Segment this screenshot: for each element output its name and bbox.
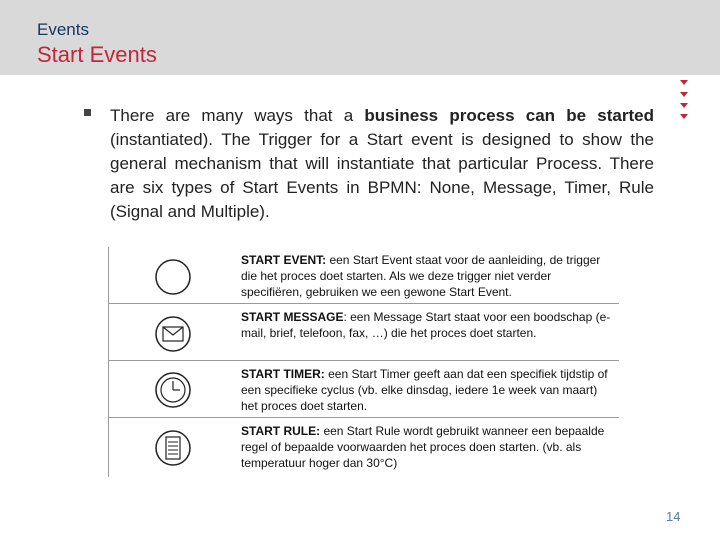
start-event-description	[241, 252, 611, 300]
start-message-description	[241, 309, 611, 341]
table-row-start-timer	[109, 361, 619, 418]
start-rule-term: START RULE:	[241, 424, 321, 438]
page-number: 14	[666, 509, 681, 524]
slide-section-title: Events	[37, 20, 89, 39]
table-row-start-message	[109, 304, 619, 361]
start-message-envelope-icon	[153, 314, 193, 359]
start-timer-term: START TIMER:	[241, 367, 325, 381]
table-row-start-rule	[109, 418, 619, 476]
start-rule-document-icon	[153, 428, 193, 473]
start-event-text: een Start Event staat voor de aanleiding, de trigger die het proces doet starten. Als we deze trigger niet verder specifiëren, gebruiken we een gewone Start Event.	[241, 253, 601, 299]
down-arrows-icon	[677, 80, 691, 124]
start-timer-description	[241, 366, 611, 414]
bullet-text-part2: (instantiated). The Trigger for a Start event is designed to show the general mechanism that will instantiate that particular Process. There are six types of Start Events in BPMN: None, Message, Timer, Rule (Signal and Multiple).	[110, 130, 654, 221]
slide-header	[0, 0, 720, 75]
start-event-term: START EVENT:	[241, 253, 327, 267]
bullet-marker	[84, 109, 91, 116]
start-rule-description	[241, 423, 611, 471]
start-events-table	[108, 247, 619, 477]
start-timer-text: een Start Timer geeft aan dat een specifiek tijdstip of een specifieke cyclus (vb. elke dinsdag, iedere 1e week van maart) het proces doet starten.	[241, 367, 608, 413]
start-rule-text: een Start Rule wordt gebruikt wanneer een bepaalde regel of bepaalde voorwaarden het proces doen starten. (vb. als temperatuur hoger dan 30°C)	[241, 424, 605, 470]
table-row-start-event	[109, 247, 619, 304]
bullet-text-part1: There are many ways that a	[110, 106, 365, 125]
start-event-circle-icon	[153, 257, 193, 302]
bullet-text	[110, 104, 654, 224]
bullet-paragraph	[84, 104, 654, 224]
slide-title: Start Events	[37, 42, 157, 67]
bullet-text-bold: business process can be started	[364, 106, 654, 125]
start-message-text: : een Message Start staat voor een boodschap (e-mail, brief, telefoon, fax, …) die het proces doet starten.	[241, 310, 611, 340]
start-timer-clock-icon	[153, 370, 193, 415]
start-message-term: START MESSAGE	[241, 310, 344, 324]
